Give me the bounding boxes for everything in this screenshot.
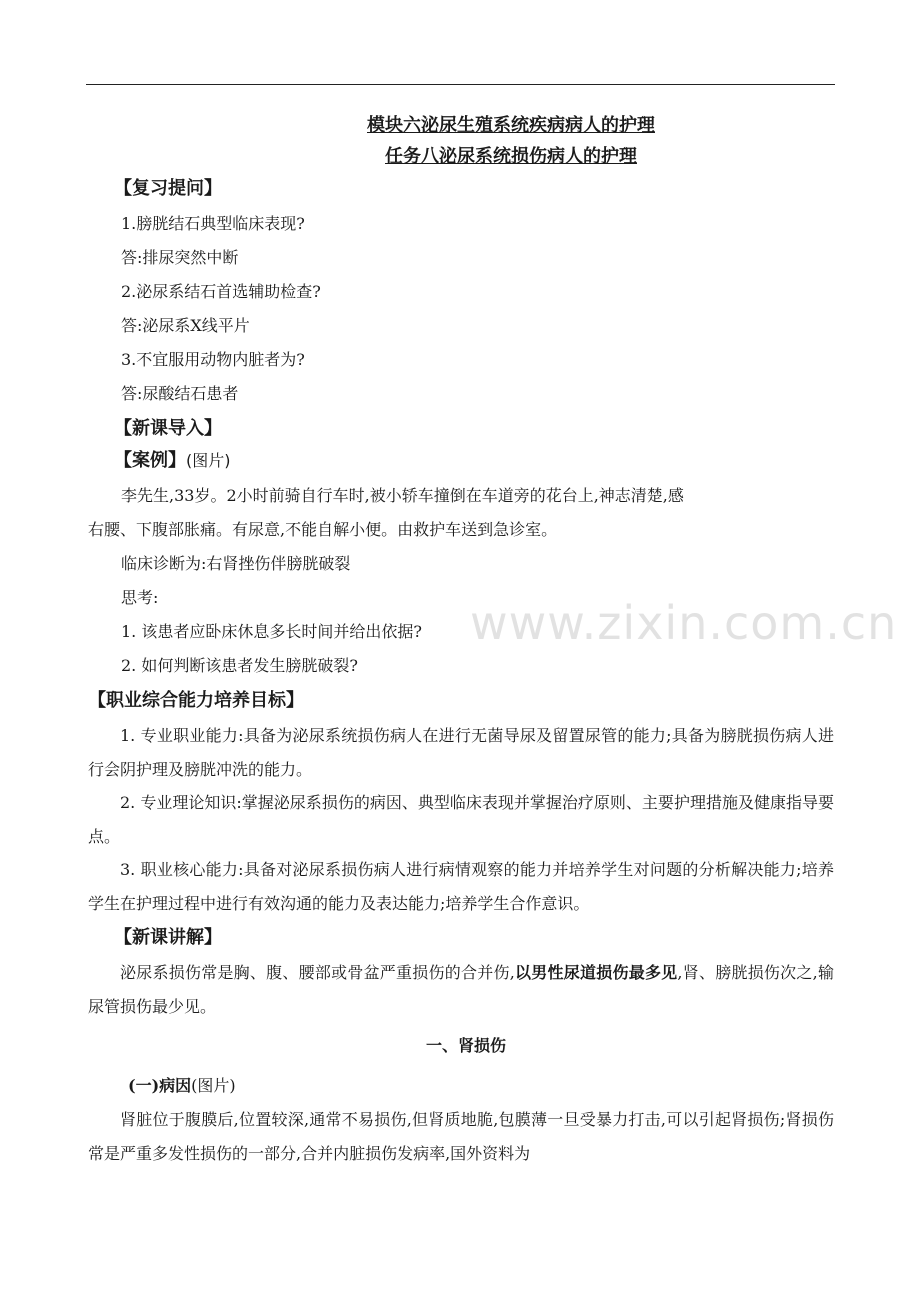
- header-rule: [86, 84, 835, 85]
- lecture-p1-end: ,肾、膀胱损伤次之,输尿管损伤最少见。: [88, 963, 834, 1016]
- review-answer-1: 答:排尿突然中断: [121, 248, 239, 267]
- review-question-1: 1.膀胱结石典型临床表现?: [121, 214, 305, 233]
- lecture-paragraph-2: 肾脏位于腹膜后,位置较深,通常不易损伤,但肾质地脆,包膜薄一旦受暴力打击,可以引起肾损伤;肾损伤常是严重多发性损伤的一部分,合并内脏损伤发病率,国外资料为: [88, 1110, 834, 1163]
- section-kidney-injury: 一、肾损伤: [425, 1036, 506, 1055]
- subsection-cause: [88, 1069, 834, 1103]
- case-line-2: 右腰、下腹部胀痛。有尿意,不能自解小便。由救护车送到急诊室。: [88, 520, 558, 539]
- subsection-cause-label: (一)病因: [128, 1076, 192, 1095]
- task-title: 任务八泌尿系统损伤病人的护理: [385, 146, 637, 167]
- think-question-2: 2. 如何判断该患者发生膀胱破裂?: [121, 656, 358, 675]
- lecture-p1-emphasis: 以男性尿道损伤最多见: [514, 963, 678, 982]
- cause-image-note: (图片): [191, 1076, 236, 1095]
- think-label: 思考:: [121, 588, 159, 607]
- lecture-heading: 【新课讲解】: [114, 927, 222, 948]
- case-line-1: 李先生,33岁。2小时前骑自行车时,被小轿车撞倒在车道旁的花台上,神志清楚,感: [121, 486, 684, 505]
- think-question-1: 1. 该患者应卧床休息多长时间并给出依据?: [121, 622, 422, 641]
- diagnosis: 临床诊断为:右肾挫伤伴膀胱破裂: [121, 554, 351, 573]
- review-answer-2: 答:泌尿系X线平片: [121, 316, 250, 335]
- goals-heading: 【职业综合能力培养目标】: [88, 690, 304, 711]
- module-title: 模块六泌尿生殖系统疾病病人的护理: [367, 115, 655, 136]
- case-heading-label: 【案例】: [114, 450, 186, 471]
- review-question-2: 2.泌尿系结石首选辅助检查?: [121, 282, 321, 301]
- lecture-paragraph-1: [88, 956, 834, 1023]
- goal-2: 2. 专业理论知识:掌握泌尿系损伤的病因、典型临床表现并掌握治疗原则、主要护理措施及健康指导要点。: [88, 793, 834, 846]
- intro-heading: 【新课导入】: [114, 418, 222, 439]
- review-answer-3: 答:尿酸结石患者: [121, 384, 239, 403]
- case-image-note: (图片): [186, 451, 231, 470]
- case-heading: [114, 447, 834, 475]
- watermark: www.zixin.com.cn: [470, 596, 898, 650]
- goal-3: 3. 职业核心能力:具备对泌尿系损伤病人进行病情观察的能力并培养学生对问题的分析解决能力;培养学生在护理过程中进行有效沟通的能力及表达能力;培养学生合作意识。: [88, 860, 834, 913]
- review-heading: 【复习提问】: [114, 178, 222, 199]
- lecture-p1-start: 泌尿系损伤常是胸、腹、腰部或骨盆严重损伤的合并伤,: [120, 963, 515, 982]
- goal-1: 1. 专业职业能力:具备为泌尿系统损伤病人在进行无菌导尿及留置尿管的能力;具备为膀胱损伤病人进行会阴护理及膀胱冲洗的能力。: [88, 726, 834, 779]
- review-question-3: 3.不宜服用动物内脏者为?: [121, 350, 305, 369]
